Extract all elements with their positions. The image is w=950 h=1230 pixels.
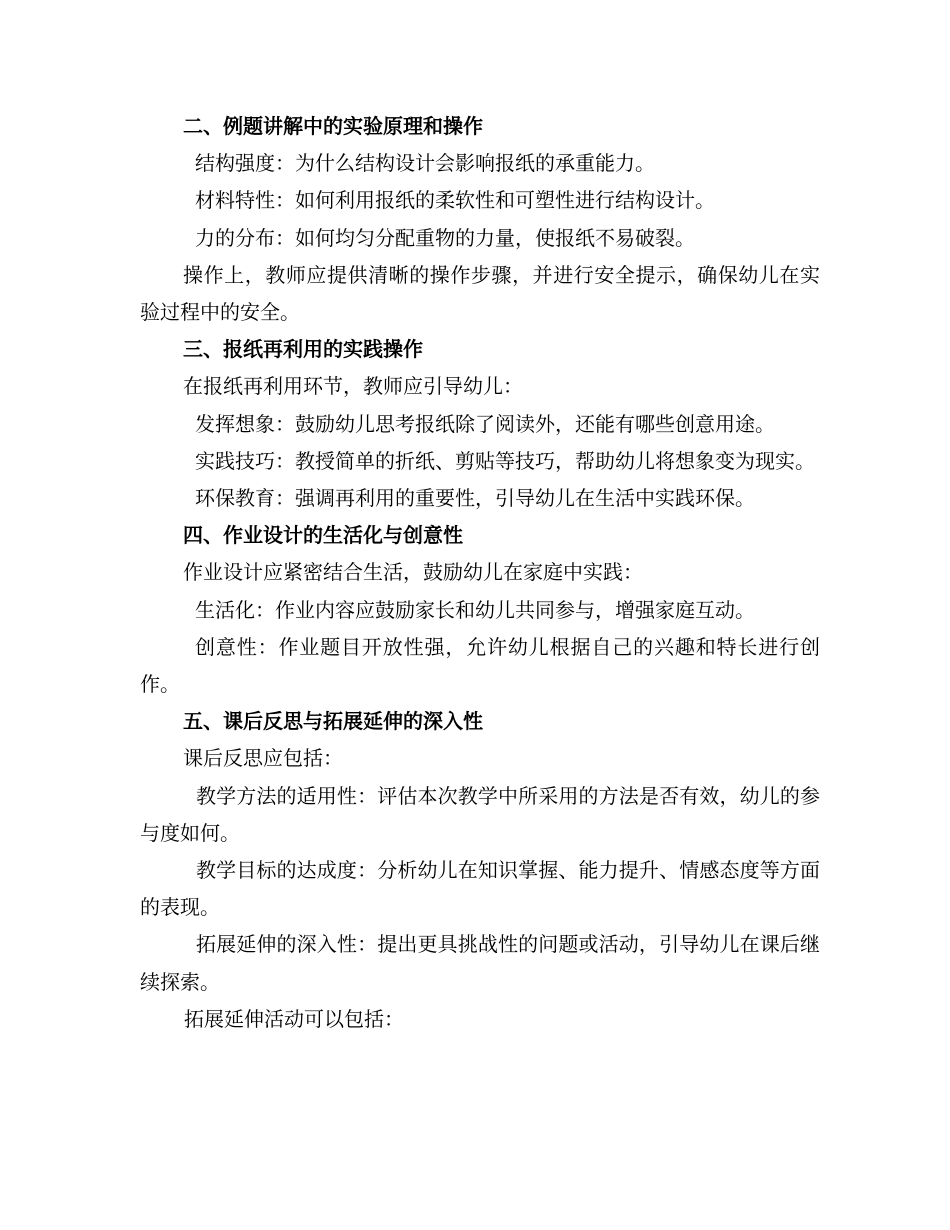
section-heading-4: 四、作业设计的生活化与创意性 [183, 523, 463, 548]
section-heading-2: 二、例题讲解中的实验原理和操作 [183, 114, 483, 138]
list-item-goal-achievement: 教学目标的达成度：分析幼儿在知识掌握、能力提升、情感态度等方面的表现。 [140, 858, 820, 920]
paragraph-homework-intro: 作业设计应紧密结合生活，鼓励幼儿在家庭中实践： [183, 560, 643, 585]
list-item-force-distribution: 力的分布：如何均匀分配重物的力量，使报纸不易破裂。 [195, 225, 695, 250]
list-item-life-oriented: 生活化：作业内容应鼓励家长和幼儿共同参与，增强家庭互动。 [195, 597, 755, 622]
list-item-imagination: 发挥想象：鼓励幼儿思考报纸除了阅读外，还能有哪些创意用途。 [195, 411, 775, 436]
list-item-environment-education: 环保教育：强调再利用的重要性，引导幼儿在生活中实践环保。 [195, 486, 755, 511]
section-heading-3: 三、报纸再利用的实践操作 [183, 337, 423, 362]
paragraph-extension-activities: 拓展延伸活动可以包括： [184, 1006, 404, 1031]
list-item-material-property: 材料特性：如何利用报纸的柔软性和可塑性进行结构设计。 [195, 188, 715, 213]
list-item-practice-skills: 实践技巧：教授简单的折纸、剪贴等技巧，帮助幼儿将想象变为现实。 [195, 448, 815, 473]
list-item-extension-depth: 拓展延伸的深入性：提出更具挑战性的问题或活动，引导幼儿在课后继续探索。 [140, 932, 820, 994]
list-item-structure-strength: 结构强度：为什么结构设计会影响报纸的承重能力。 [195, 151, 655, 176]
section-heading-5: 五、课后反思与拓展延伸的深入性 [183, 709, 483, 734]
document-body [140, 108, 820, 1038]
paragraph-reuse-intro: 在报纸再利用环节，教师应引导幼儿： [183, 374, 523, 399]
paragraph-reflection-intro: 课后反思应包括： [183, 746, 343, 771]
paragraph-operation-safety: 操作上，教师应提供清晰的操作步骤，并进行安全提示，确保幼儿在实验过程中的安全。 [140, 262, 820, 325]
list-item-method-applicability: 教学方法的适用性：评估本次教学中所采用的方法是否有效，幼儿的参与度如何。 [140, 783, 820, 845]
list-item-creativity: 创意性：作业题目开放性强，允许幼儿根据自己的兴趣和特长进行创作。 [140, 634, 820, 697]
